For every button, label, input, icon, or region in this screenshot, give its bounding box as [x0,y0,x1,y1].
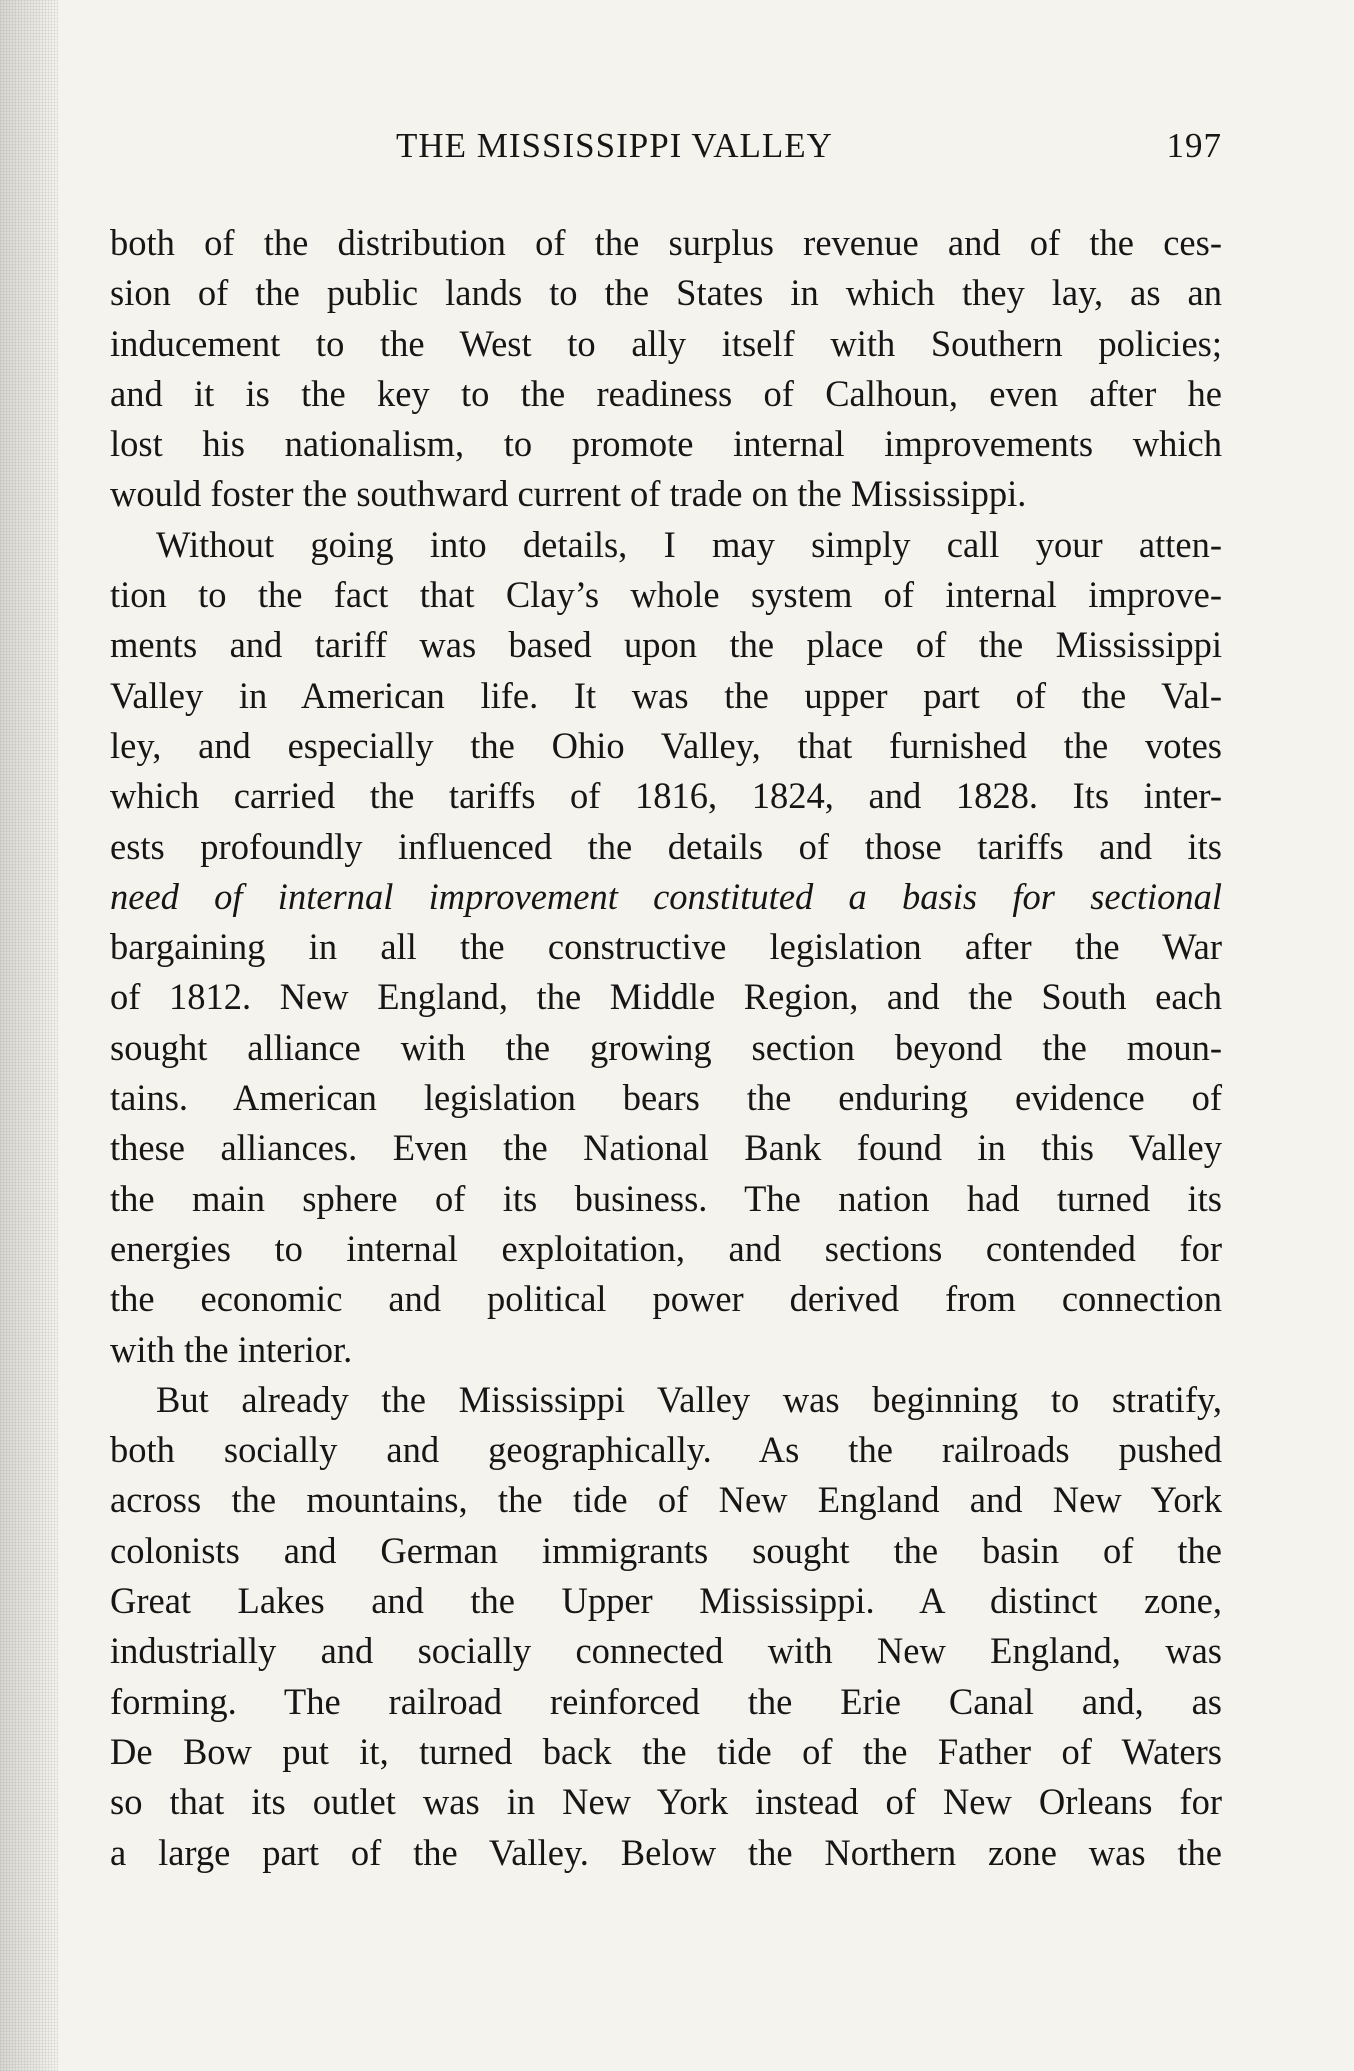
text-line: with the interior. [110,1328,353,1370]
page-number: 197 [1166,126,1222,165]
paragraph-clay-system [110,520,1222,1375]
text-line: Valley in American life. It was the upper part of the Val- [110,674,1222,716]
scan-gutter [0,0,58,2071]
text-line: inducement to the West to ally itself with Southern policies; [110,322,1222,364]
body-text [110,218,1222,1878]
text-line: sought alliance with the growing section beyond the moun- [110,1026,1222,1068]
book-page [110,126,1222,1878]
text-line: of 1812. New England, the Middle Region, and the South each [110,976,1222,1018]
text-line: tains. American legislation bears the enduring evidence of [110,1077,1222,1119]
text-line: lost his nationalism, to promote internal improvements which [110,423,1222,465]
text-line: industrially and socially connected with New England, was [110,1630,1222,1672]
text-line: both socially and geographically. As the railroads pushed [110,1429,1222,1471]
text-line: would foster the southward current of trade on the Mississippi. [110,473,1027,515]
text-line: need of internal improvement constituted a basis for sectional [110,875,1222,917]
text-line: so that its outlet was in New York instead of New Orleans for [110,1781,1222,1823]
text-line: colonists and German immigrants sought the basin of the [110,1529,1222,1571]
text-line: the main sphere of its business. The nation had turned its [110,1177,1222,1219]
text-line: ley, and especially the Ohio Valley, that furnished the votes [110,724,1222,766]
paragraph-continuation [110,218,1222,520]
text-line: tion to the fact that Clay’s whole system of internal improve- [110,574,1222,616]
text-line: both of the distribution of the surplus revenue and of the ces- [110,222,1222,263]
running-head [110,126,1222,182]
text-line: a large part of the Valley. Below the Northern zone was the [110,1831,1222,1873]
text-line: forming. The railroad reinforced the Erie Canal and, as [110,1680,1222,1722]
text-line: and it is the key to the readiness of Calhoun, even after he [110,372,1222,414]
running-title: THE MISSISSIPPI VALLEY [396,126,833,165]
text-line: energies to internal exploitation, and sections contended for [110,1227,1222,1269]
text-line: Great Lakes and the Upper Mississippi. A distinct zone, [110,1580,1222,1622]
text-line: across the mountains, the tide of New England and New York [110,1479,1222,1521]
text-line: ests profoundly influenced the details of those tariffs and its [110,825,1222,867]
text-line: bargaining in all the constructive legislation after the War [110,926,1222,968]
text-line: which carried the tariffs of 1816, 1824, and 1828. Its inter- [110,775,1222,817]
text-line: But already the Mississippi Valley was beginning to stratify, [156,1378,1222,1420]
text-line: sion of the public lands to the States in which they lay, as an [110,272,1222,314]
text-line: these alliances. Even the National Bank found in this Valley [110,1127,1222,1169]
text-line: De Bow put it, turned back the tide of the Father of Waters [110,1730,1222,1772]
text-line: ments and tariff was based upon the place of the Mississippi [110,624,1222,666]
paragraph-stratify [110,1375,1222,1878]
text-line: Without going into details, I may simply call your atten- [156,523,1222,565]
text-line: the economic and political power derived from connection [110,1278,1222,1320]
